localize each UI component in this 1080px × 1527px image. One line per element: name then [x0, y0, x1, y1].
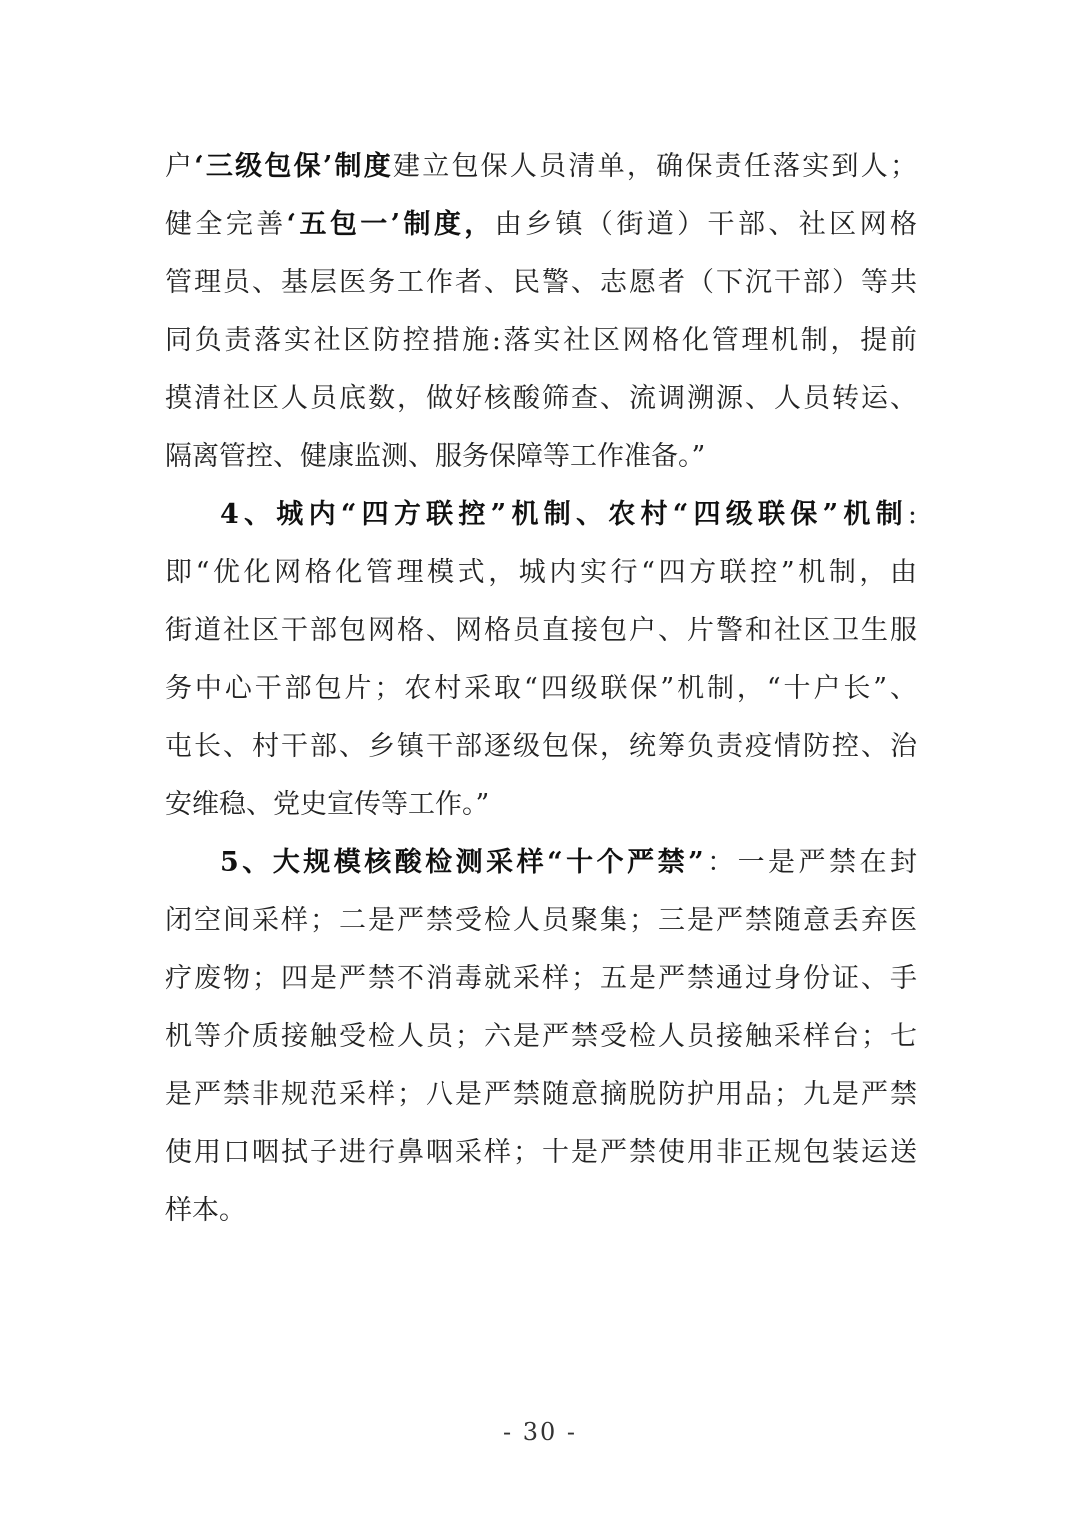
text-segment: 疗废物；四是严禁不消毒就采样；五是严禁通过身份证、手 — [165, 963, 917, 994]
text-segment: 同负责落实社区防控措施:落实社区网格化管理机制，提前 — [165, 325, 917, 356]
text-segment: ：一是严禁在封 — [703, 847, 917, 878]
bold-text-segment: 4、城内“四方联控”机制、农村“四级联保”机制 — [220, 499, 908, 530]
bold-text-segment: ‘五包一’制度， — [286, 209, 495, 240]
text-line — [165, 370, 917, 428]
text-segment: 健全完善 — [165, 209, 287, 240]
text-line — [165, 1182, 917, 1240]
bold-text-segment: ‘三级包保’制度 — [194, 151, 393, 182]
text-line — [165, 892, 917, 950]
text-segment: 样本。 — [165, 1195, 246, 1226]
text-line — [165, 718, 917, 776]
page-number: - 30 - — [502, 1418, 577, 1446]
text-line — [165, 196, 917, 254]
text-segment: 管理员、基层医务工作者、民警、志愿者（下沉干部）等共 — [165, 267, 917, 298]
text-segment: 即“优化网格化管理模式，城内实行“四方联控”机制，由 — [165, 557, 917, 588]
text-line — [165, 1008, 917, 1066]
bold-text-segment: 5、大规模核酸检测采样“十个严禁” — [220, 847, 704, 878]
text-segment: 机等介质接触受检人员；六是严禁受检人员接触采样台；七 — [165, 1021, 917, 1052]
text-segment: 隔离管控、健康监测、服务保障等工作准备。” — [165, 441, 706, 472]
text-line — [165, 138, 917, 196]
text-segment: 建立包保人员清单，确保责任落实到人； — [392, 151, 917, 182]
text-line — [165, 602, 917, 660]
text-segment: 街道社区干部包网格、网格员直接包户、片警和社区卫生服 — [165, 615, 917, 646]
text-segment: 安维稳、党史宣传等工作。” — [165, 789, 490, 820]
text-segment: : — [907, 499, 917, 530]
text-segment: 务中心干部包片；农村采取“四级联保”机制，“十户长”、 — [165, 673, 917, 704]
text-segment: 是严禁非规范采样；八是严禁随意摘脱防护用品；九是严禁 — [165, 1079, 917, 1110]
text-line — [165, 834, 917, 892]
text-segment: 户 — [165, 151, 195, 182]
text-segment: 屯长、村干部、乡镇干部逐级包保，统筹负责疫情防控、治 — [165, 731, 917, 762]
text-line — [165, 1066, 917, 1124]
text-line — [165, 254, 917, 312]
text-line — [165, 428, 917, 486]
text-segment: 由乡镇（街道）干部、社区网格 — [494, 209, 917, 240]
text-segment: 使用口咽拭子进行鼻咽采样；十是严禁使用非正规包装运送 — [165, 1137, 917, 1168]
text-line — [165, 776, 917, 834]
text-segment: 摸清社区人员底数，做好核酸筛查、流调溯源、人员转运、 — [165, 383, 917, 414]
text-line — [165, 486, 917, 544]
text-line — [165, 312, 917, 370]
body-text — [165, 138, 917, 1240]
text-line — [165, 544, 917, 602]
text-line — [165, 660, 917, 718]
text-line — [165, 950, 917, 1008]
text-line — [165, 1124, 917, 1182]
text-segment: 闭空间采样；二是严禁受检人员聚集；三是严禁随意丢弃医 — [165, 905, 917, 936]
